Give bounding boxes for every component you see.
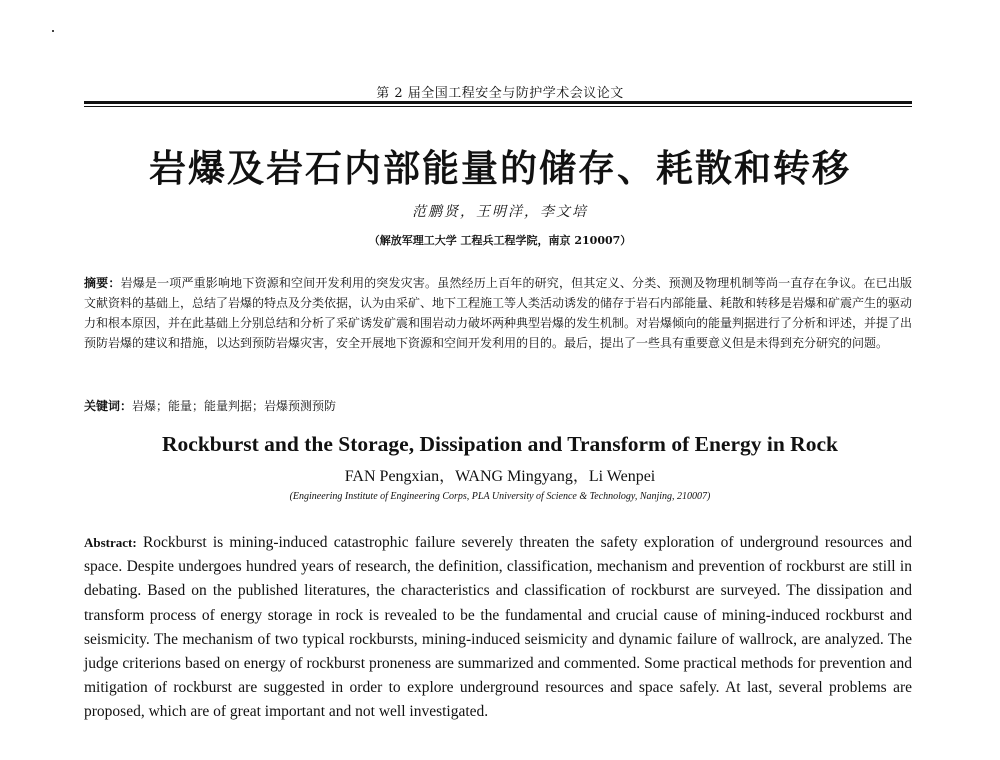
chinese-keywords-text: 岩爆；能量；能量判据；岩爆预测预防 xyxy=(132,399,337,413)
chinese-abstract-label: 摘要： xyxy=(84,276,121,290)
chinese-abstract xyxy=(84,273,912,353)
english-title: Rockburst and the Storage, Dissipation and Transform of Energy in Rock xyxy=(162,432,838,456)
header-rule-thick xyxy=(84,101,912,104)
chinese-keywords xyxy=(84,396,912,416)
chinese-keywords-label: 关键词： xyxy=(84,399,133,413)
running-header: 第 2 届全国工程安全与防护学术会议论文 xyxy=(376,86,624,101)
english-abstract xyxy=(84,531,912,725)
chinese-title: 岩爆及岩石内部能量的储存、耗散和转移 xyxy=(149,147,851,190)
header-rule-thin xyxy=(84,106,912,107)
scan-speck xyxy=(52,30,54,32)
english-affiliation: (Engineering Institute of Engineering Corps, PLA University of Science & Technology, Nanjing, 210007) xyxy=(289,491,711,502)
english-abstract-label: Abstract: xyxy=(84,535,137,550)
chinese-abstract-text: 岩爆是一项严重影响地下资源和空间开发利用的突发灾害。虽然经历上百年的研究，但其定义、分类、预测及物理机制等尚一直存在争议。在已出版文献资料的基础上，总结了岩爆的特点及分类依据，认为由采矿、地下工程施工等人类活动诱发的储存于岩石内部能量、耗散和转移是岩爆和矿震产生的驱动力和根本原因，并在此基础上分别总结和分析了采矿诱发矿震和围岩动力破坏两种典型岩爆的发生机制。对岩爆倾向的能量判据进行了分析和评述，并提了出预防岩爆的建议和措施，以达到预防岩爆灾害，安全开展地下资源和空间开发利用的目的。最后，提出了一些具有重要意义但是未得到充分研究的问题。 xyxy=(84,276,913,350)
chinese-affiliation: （解放军理工大学 工程兵工程学院，南京 210007） xyxy=(368,234,632,247)
chinese-authors: 范鹏贤，王明洋，李文培 xyxy=(412,204,588,220)
english-authors: FAN Pengxian，WANG Mingyang，Li Wenpei xyxy=(344,468,656,485)
english-abstract-text: Rockburst is mining-induced catastrophic failure severely threaten the safety exploration of underground resources and space. Despite undergoes hundred years of research, the definition, classification, mechanism and prevention of rockburst are still in debating. Based on the published literatures, the characteristics and classification of rockburst are surveyed. The dissipation and transform process of energy storage in rock is revealed to be the fundamental and crucial cause of mining-induced rockburst and seismicity. The mechanism of two typical rockbursts, mining-induced seismicity and dynamic failure of wallrock, are analyzed. The judge criterions based on energy of rockburst proneness are summarized and commented. Some practical methods for prevention and mitigation of rockburst are suggested in order to explore underground resources and space safely. At last, several problems are proposed, which are of great important and not well investigated. xyxy=(84,534,913,721)
